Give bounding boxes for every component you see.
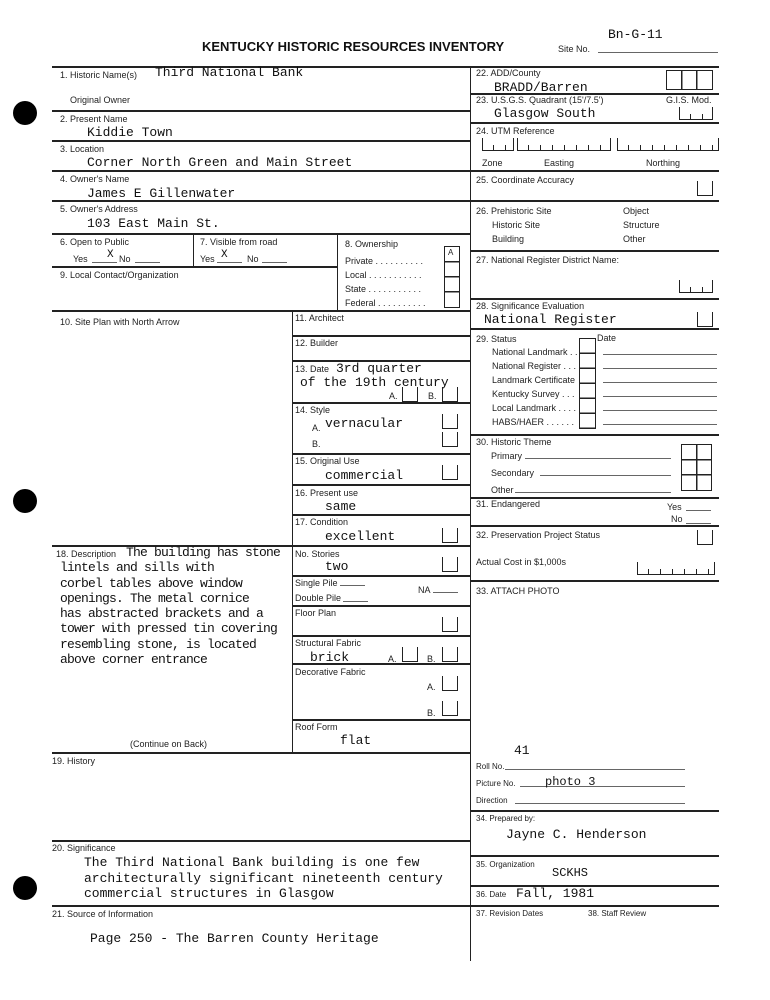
date-value-2[interactable]: of the [300,375,347,390]
prehistoric-site-label: 26. Prehistoric Site [476,206,552,216]
original-use-value[interactable]: commercial [325,468,404,483]
building-label: Building [492,234,525,244]
na-label: NA [418,585,431,595]
staff-review-label: 38. Staff Review [588,909,647,918]
gis-mod-boxes[interactable] [679,107,713,120]
style-label: 14. Style [295,405,331,415]
county-code-boxes[interactable] [666,70,713,90]
prepared-by-label: 34. Prepared by: [476,814,536,823]
significance-label: 20. Significance [52,843,116,853]
style-b-checkbox[interactable] [442,432,458,447]
visible-yes-mark[interactable]: X [221,249,228,261]
owner-name-value[interactable]: James E Gillenwater [87,186,236,201]
original-owner-label: Original Owner [70,95,131,105]
theme-secondary-label: Secondary [491,468,535,478]
date-prepared-value[interactable]: Fall, 1981 [516,886,595,901]
original-use-checkbox[interactable] [442,465,458,480]
condition-checkbox[interactable] [442,528,458,543]
floor-plan-checkbox[interactable] [442,617,458,632]
actual-cost-label: Actual Cost in $1,000s [476,557,567,567]
visible-yes-label: Yes [200,254,215,264]
utm-zone-boxes[interactable] [482,138,514,151]
open-to-public-label: 6. Open to Public [60,237,130,247]
significance-text[interactable]: The Third National Bank building is one few architecturally significant nineteenth century commercial structures in Glasgow [84,855,443,901]
structural-a-checkbox[interactable] [402,647,418,662]
historic-theme-label: 30. Historic Theme [476,437,552,447]
condition-value[interactable]: excellent [325,529,396,544]
prepared-by-value[interactable]: Jayne C. Henderson [506,827,647,842]
utm-reference-label: 24. UTM Reference [476,126,555,136]
status-national-register: National Register . . . [492,361,577,371]
roof-form-value[interactable]: flat [340,733,372,748]
roll-no-value[interactable]: 41 [514,743,530,758]
date-a-label: A. [389,391,398,401]
source-label: 21. Source of Information [52,909,154,919]
status-habs-haer: HABS/HAER . . . . . . [492,417,575,427]
date-prepared-label: 36. Date [476,890,507,899]
open-yes-mark[interactable]: X [107,249,114,261]
local-contact-label: 9. Local Contact/Organization [60,270,179,280]
date-value-1[interactable]: 3rd quarter [336,361,422,376]
date-b-checkbox[interactable] [442,387,458,402]
status-kentucky-survey: Kentucky Survey . . . [492,389,575,399]
significance-evaluation-value[interactable]: National Register [484,312,617,327]
continue-on-back: (Continue on Back) [130,739,208,749]
stories-checkbox[interactable] [442,557,458,572]
ownership-federal: Federal . . . . . . . . . . [345,298,426,308]
style-a-label: A. [312,423,321,433]
coordinate-accuracy-label: 25. Coordinate Accuracy [476,175,575,185]
stories-label: No. Stories [295,549,340,559]
add-county-label: 22. ADD/County [476,68,541,78]
ownership-mark: A [448,248,454,257]
present-use-value[interactable]: same [325,499,357,514]
direction-label: Direction [476,796,508,805]
object-label: Object [623,206,650,216]
historic-name-label: 1. Historic Name(s) [60,70,138,80]
present-name-value[interactable]: Kiddie Town [87,125,173,140]
significance-evaluation-label: 28. Significance Evaluation [476,301,585,311]
organization-value[interactable]: SCKHS [552,866,589,880]
endangered-no-label: No [671,514,683,524]
location-label: 3. Location [60,144,105,154]
roll-no-label: Roll No. [476,762,505,771]
quadrant-label: 23. U.S.G.S. Quadrant (15'/7.5') [476,95,604,105]
endangered-label: 31. Endangered [476,499,541,509]
other-label: Other [623,234,646,244]
history-label: 19. History [52,756,96,766]
builder-label: 12. Builder [295,338,339,348]
roof-form-label: Roof Form [295,722,338,732]
structural-b-label: B. [427,654,436,664]
stories-value[interactable]: two [325,559,349,574]
punch-hole [13,876,37,900]
structural-fabric-value[interactable]: brick [310,650,350,665]
utm-northing-label: Northing [646,158,681,168]
owner-address-value[interactable]: 103 East Main St. [87,216,220,231]
ownership-local: Local . . . . . . . . . . . [345,270,422,280]
structural-b-checkbox[interactable] [442,647,458,662]
site-no-label: Site No. [558,44,591,54]
coordinate-accuracy-checkbox[interactable] [697,181,713,196]
decorative-b-label: B. [427,708,436,718]
historic-site-label: Historic Site [492,220,541,230]
preservation-status-checkbox[interactable] [697,530,713,545]
organization-label: 35. Organization [476,860,535,869]
utm-northing-boxes[interactable] [617,138,719,151]
district-code-boxes[interactable] [679,280,713,293]
decorative-fabric-label: Decorative Fabric [295,667,366,677]
historic-name-value[interactable]: Third National Bank [155,65,304,80]
visible-no-label: No [247,254,259,264]
source-value[interactable]: Page 250 - The Barren County Heritage [90,931,379,946]
decorative-a-label: A. [427,682,436,692]
form-title: KENTUCKY HISTORIC RESOURCES INVENTORY [202,39,505,54]
description-text[interactable]: The building has stone lintels and sills with corbel tables above window openings. The metal cornice has abstracted brackets and a tower with pressed tin covering resembling stone, is located above corner entrance [60,545,281,668]
site-plan-label: 10. Site Plan with North Arrow [60,317,180,327]
theme-code-boxes[interactable] [681,444,712,491]
visible-from-road-label: 7. Visible from road [200,237,278,247]
preservation-status-label: 32. Preservation Project Status [476,530,601,540]
single-pile-label: Single Pile [295,578,338,588]
present-use-label: 16. Present use [295,488,359,498]
theme-primary-label: Primary [491,451,522,461]
present-name-label: 2. Present Name [60,114,128,124]
description-label: 18. Description [56,549,117,559]
style-a-value[interactable]: vernacular [325,416,404,431]
condition-label: 17. Condition [295,517,349,527]
site-no-value: Bn-G-11 [608,27,663,42]
picture-no-value[interactable]: photo 3 [545,775,596,789]
ownership-private: Private . . . . . . . . . . [345,256,424,266]
picture-no-label: Picture No. [476,779,516,788]
architect-label: 11. Architect [295,313,344,323]
original-use-label: 15. Original Use [295,456,360,466]
punch-hole [13,489,37,513]
open-no-label: No [119,254,131,264]
significance-evaluation-checkbox[interactable] [697,312,713,327]
status-label: 29. Status [476,334,517,344]
add-county-value[interactable]: BRADD/Barren [494,80,588,95]
utm-easting-label: Easting [544,158,575,168]
utm-easting-boxes[interactable] [517,138,611,151]
ownership-label: 8. Ownership [345,239,399,249]
date-label: 13. Date [295,364,330,374]
ownership-state: State . . . . . . . . . . . [345,284,422,294]
status-national-landmark: National Landmark . . [492,347,578,357]
style-a-checkbox[interactable] [442,414,458,429]
structure-label: Structure [623,220,660,230]
district-name-label: 27. National Register District Name: [476,255,620,265]
owner-address-label: 5. Owner's Address [60,204,138,214]
open-yes-label: Yes [73,254,88,264]
utm-zone-label: Zone [482,158,503,168]
structural-fabric-label: Structural Fabric [295,638,362,648]
revision-dates-label: 37. Revision Dates [476,909,544,918]
status-local-landmark: Local Landmark . . . . [492,403,577,413]
theme-other-label: Other [491,485,514,495]
location-value[interactable]: Corner North Green and Main Street [87,155,353,170]
endangered-yes-label: Yes [667,502,682,512]
status-checkboxes[interactable] [579,338,596,429]
date-a-checkbox[interactable] [402,387,418,402]
quadrant-value[interactable]: Glasgow South [494,106,596,121]
structural-a-label: A. [388,654,397,664]
date-b-label: B. [428,391,437,401]
style-b-label: B. [312,439,321,449]
punch-hole [13,101,37,125]
date-value-3[interactable]: 19th century [355,375,449,390]
actual-cost-boxes[interactable] [637,562,715,575]
gis-mod-label: G.I.S. Mod. [666,95,712,105]
attach-photo-label: 33. ATTACH PHOTO [476,586,560,596]
owner-name-label: 4. Owner's Name [60,174,130,184]
status-date-label: Date [597,333,617,343]
decorative-b-checkbox[interactable] [442,701,458,716]
floor-plan-label: Floor Plan [295,608,337,618]
double-pile-label: Double Pile [295,593,342,603]
decorative-a-checkbox[interactable] [442,676,458,691]
status-landmark-certificate: Landmark Certificate [492,375,576,385]
